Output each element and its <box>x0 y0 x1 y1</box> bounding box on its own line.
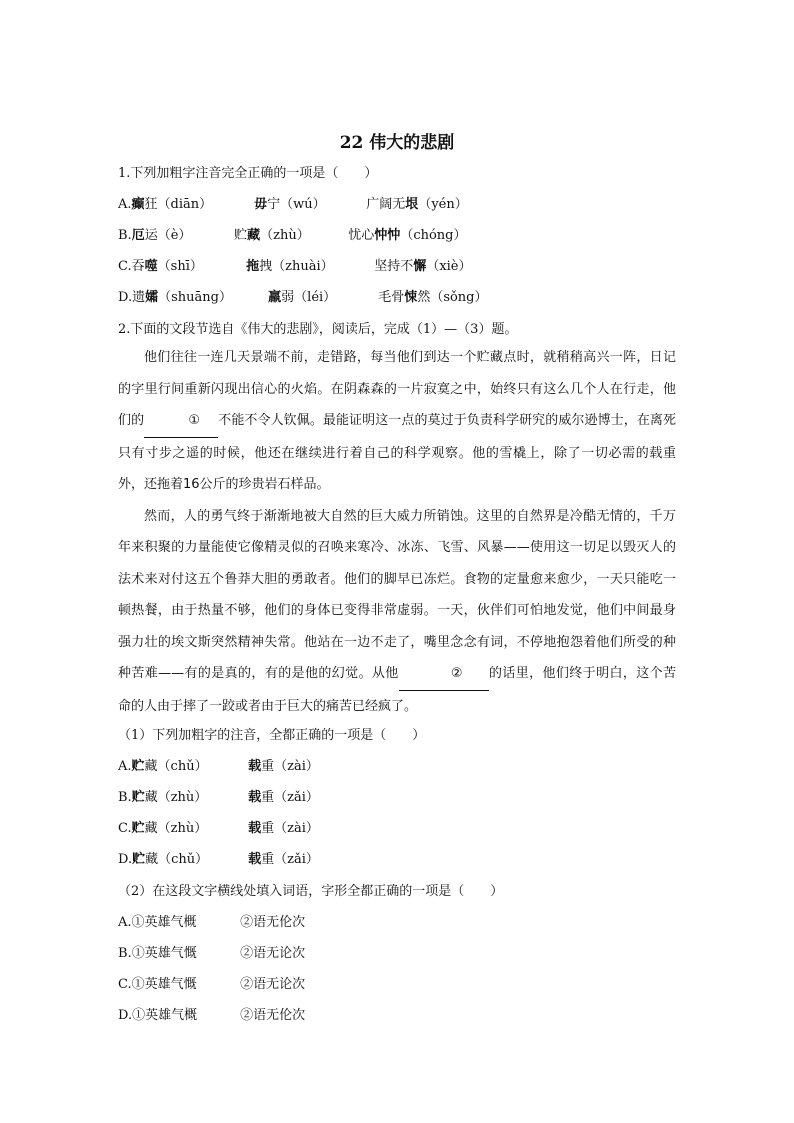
sub1-option-b-word-1: B.贮藏（zhù） <box>118 790 208 805</box>
sub-question-2-option-a <box>118 913 305 933</box>
sub-question-1-stem: （1）下列加粗字的注音，全都正确的一项是（ ） <box>118 728 426 743</box>
sub1-option-b-word-2: 载重（zǎi） <box>248 790 319 805</box>
sub-question-2-option-d <box>118 1006 305 1026</box>
option-a-word-1: A.癫狂（diān） <box>118 197 213 212</box>
option-c-word-1: C.吞噬（shī） <box>118 259 203 274</box>
option-b-word-3: 忧心忡忡（chóng） <box>348 228 467 243</box>
sub-question-1-option-b <box>118 788 319 808</box>
page-title: 22 伟大的悲剧 <box>339 133 455 153</box>
sub2-option-d-answer-1: D.①英雄气概 <box>118 1008 198 1023</box>
sub2-option-b-answer-2: ②语无论次 <box>240 946 306 961</box>
option-b-word-1: B.厄运（è） <box>118 228 192 243</box>
sub1-option-a-word-2: 载重（zài） <box>248 759 319 774</box>
sub2-option-c-answer-2: ②语无论次 <box>240 977 306 992</box>
reading-passage <box>118 342 676 722</box>
blank-2: ② <box>399 658 489 691</box>
blank-1: ① <box>144 405 218 438</box>
sub1-option-c-word-1: C.贮藏（zhù） <box>118 821 208 836</box>
sub1-option-d-word-1: D.贮藏（chǔ） <box>118 852 209 867</box>
option-b-word-2: 贮藏（zhù） <box>234 228 310 243</box>
question-1-option-b <box>118 226 467 246</box>
question-1-option-c <box>118 257 472 277</box>
option-d-word-2: 羸弱（léi） <box>268 290 337 305</box>
option-d-word-3: 毛骨悚然（sǒng） <box>378 290 488 305</box>
sub-question-2-option-b <box>118 944 305 964</box>
question-2-stem: 2.下面的文段节选自《伟大的悲剧》，阅读后，完成（1）—（3）题。 <box>118 322 518 337</box>
option-d-word-1: D.遗孀（shuāng） <box>118 290 232 305</box>
sub2-option-b-answer-1: B.①英雄气慨 <box>118 946 197 961</box>
sub2-option-c-answer-1: C.①英雄气慨 <box>118 977 197 992</box>
passage-paragraph-1: 他们往往一连几天景端不前，走错路，每当他们到达一个贮藏点时，就稍稍高兴一阵，日记的字里行间重新闪现出信心的火焰。在阴森森的一片寂寞之中，始终只有这么几个人在行走，他们的 ① 不能不令人钦佩。最能证明这一点的莫过于负责科学研究的威尔逊博士，在离死只有寸步之遥的时候，他还在继续进行着自己的科学观察。他的雪橇上，除了一切必需的载重外，还拖着16公斤的珍贵岩石样品。 <box>118 350 676 492</box>
question-1-option-a <box>118 195 468 215</box>
sub-question-1-option-c <box>118 819 319 839</box>
sub1-option-d-word-2: 载重（zǎi） <box>248 852 319 867</box>
question-1-stem: 1.下列加粗字注音完全正确的一项是（ ） <box>118 166 378 181</box>
option-a-word-3: 广阔无垠（yén） <box>366 197 468 212</box>
sub2-option-d-answer-2: ②语无伦次 <box>240 1008 306 1023</box>
sub-question-2-stem: （2）在这段文字横线处填入词语，字形全都正确的一项是（ ） <box>118 884 504 899</box>
passage-paragraph-2: 然而，人的勇气终于渐渐地被大自然的巨大威力所销蚀。这里的自然界是冷酷无情的，千万年来积聚的力量能使它像精灵似的召唤来寒冷、冰冻、飞雪、风暴——使用这一切足以毁灭人的法术来对付这五个鲁莽大胆的勇敢者。他们的脚早已冻烂。食物的定量愈来愈少，一天只能吃一顿热餐，由于热量不够，他们的身体已变得非常虚弱。一天，伙伴们可怕地发觉，他们中间最身强力壮的埃文斯突然精神失常。他站在一边不走了，嘴里念念有词，不停地抱怨着他们所受的种种苦难——有的是真的，有的是他的幻觉。从他 ② 的话里，他们终于明白，这个苦命的人由于摔了一跤或者由于巨大的痛苦已经疯了。 <box>118 508 676 714</box>
sub1-option-a-word-1: A.贮藏（chǔ） <box>118 759 208 774</box>
sub-question-1-option-a <box>118 757 319 777</box>
sub-question-2-option-c <box>118 975 305 995</box>
option-c-word-3: 坚持不懈（xiè） <box>374 259 472 274</box>
sub2-option-a-answer-1: A.①英雄气概 <box>118 915 197 930</box>
sub1-option-c-word-2: 载重（zài） <box>248 821 319 836</box>
sub-question-1-option-d <box>118 850 319 870</box>
sub2-option-a-answer-2: ②语无伦次 <box>240 915 306 930</box>
option-c-word-2: 拖拽（zhuài） <box>246 259 334 274</box>
question-1-option-d <box>118 288 488 308</box>
option-a-word-2: 毋宁（wú） <box>254 197 326 212</box>
